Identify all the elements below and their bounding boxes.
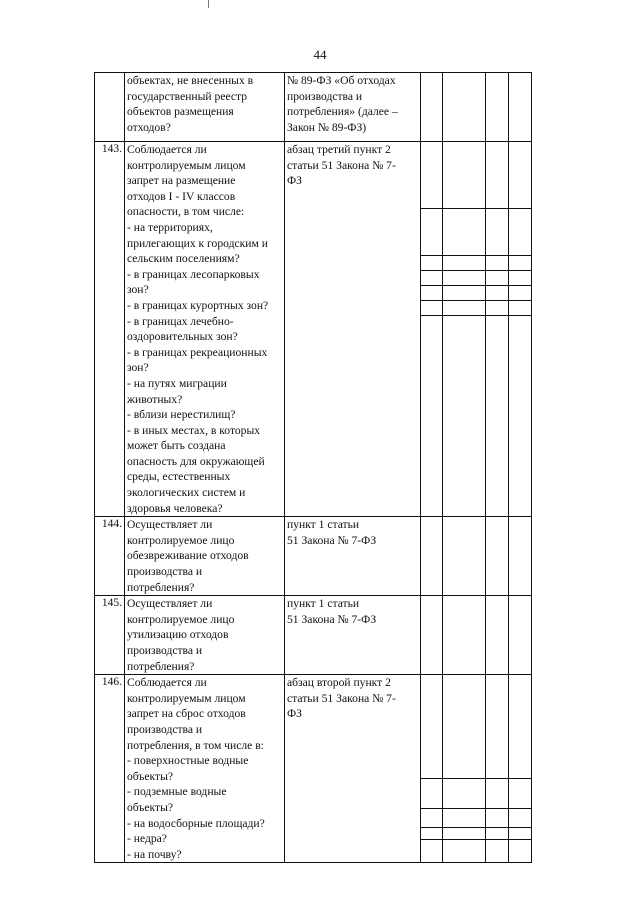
sub-row-divider (421, 315, 442, 316)
answer-cell[interactable] (443, 142, 486, 517)
question-line: может быть создана (127, 439, 226, 453)
reference-cell (285, 73, 421, 142)
question-line: запрет на размещение (127, 174, 236, 188)
sub-row-divider (509, 827, 531, 828)
question-cell (125, 517, 285, 596)
item-number: 143. (95, 142, 125, 517)
question-line: - на водосборные площади? (127, 816, 265, 830)
item-number (95, 73, 125, 142)
answer-cell[interactable] (443, 675, 486, 863)
question-line: - подземные водные (127, 785, 227, 799)
reference-line: Закон № 89-ФЗ) (287, 120, 367, 134)
question-line: контролируемое лицо (127, 533, 235, 547)
sub-row-divider (443, 315, 485, 316)
question-line: производства и (127, 565, 203, 579)
item-number: 144. (95, 517, 125, 596)
answer-cell[interactable] (486, 517, 509, 596)
table-row (95, 142, 532, 517)
sub-row-divider (421, 208, 442, 209)
table-row (95, 675, 532, 863)
question-line: зон? (127, 361, 149, 375)
sub-row-divider (486, 285, 508, 286)
question-line: производства и (127, 644, 203, 657)
sub-row-divider (443, 270, 485, 271)
question-line: - на путях миграции (127, 376, 227, 390)
answer-cell[interactable] (486, 142, 509, 517)
sub-row-divider (443, 300, 485, 301)
sub-row-divider (421, 778, 442, 779)
sub-row-divider (509, 778, 531, 779)
sub-row-divider (509, 808, 531, 809)
question-line: опасности, в том числе: (127, 205, 245, 219)
question-line: - в границах курортных зон? (127, 298, 269, 312)
question-line: объекты? (127, 800, 174, 814)
sub-row-divider (421, 270, 442, 271)
answer-cell[interactable] (443, 517, 486, 596)
question-line: экологических систем и (127, 486, 246, 500)
sub-row-divider (421, 255, 442, 256)
sub-row-divider (421, 285, 442, 286)
question-line: - в границах лечебно- (127, 314, 234, 328)
reference-line: 51 Закона № 7-ФЗ (287, 533, 377, 547)
question-line: оздоровительных зон? (127, 330, 238, 344)
answer-cell[interactable] (509, 596, 532, 675)
sub-row-divider (509, 839, 531, 840)
answer-cell[interactable] (421, 596, 443, 675)
question-line: Осуществляет ли (127, 518, 213, 532)
question-line: контролируемым лицом (127, 158, 246, 172)
question-line: потребления? (127, 659, 195, 673)
question-line: - на территориях, (127, 220, 213, 234)
question-line: прилегающих к городским и (127, 236, 268, 250)
question-line: - в иных местах, в которых (127, 423, 261, 437)
answer-cell[interactable] (486, 596, 509, 675)
reference-cell (285, 596, 421, 675)
reference-line: 51 Закона № 7-ФЗ (287, 612, 377, 626)
question-line: Осуществляет ли (127, 597, 213, 611)
answer-cell[interactable] (509, 675, 532, 863)
question-line: - на почву? (127, 847, 182, 861)
question-cell (125, 675, 285, 863)
table-row (95, 596, 532, 675)
reference-line: производства и (287, 89, 363, 103)
answer-cell[interactable] (486, 675, 509, 863)
sub-row-divider (486, 808, 508, 809)
sub-row-divider (486, 208, 508, 209)
question-line: сельским поселениям? (127, 252, 240, 266)
question-line: животных? (127, 392, 183, 406)
answer-cell[interactable] (509, 142, 532, 517)
question-line: объектов размещения (127, 105, 234, 119)
question-line: отходов? (127, 120, 171, 134)
item-number: 146. (95, 675, 125, 863)
sub-row-divider (486, 315, 508, 316)
answer-cell[interactable] (443, 596, 486, 675)
question-line: Соблюдается ли (127, 143, 207, 156)
question-line: отходов I - IV классов (127, 189, 236, 203)
question-line: контролируемым лицом (127, 691, 246, 705)
answer-cell[interactable] (509, 517, 532, 596)
answer-cell[interactable] (421, 517, 443, 596)
reference-cell (285, 517, 421, 596)
sub-row-divider (443, 778, 485, 779)
question-line: потребления? (127, 580, 195, 594)
reference-line: абзац третий пункт 2 (287, 143, 391, 156)
reference-cell (285, 142, 421, 517)
answer-cell[interactable] (421, 73, 443, 142)
question-line: - недра? (127, 832, 167, 846)
question-line: здоровья человека? (127, 501, 223, 515)
reference-line: статьи 51 Закона № 7- (287, 158, 396, 172)
reference-line: ФЗ (287, 707, 302, 721)
reference-cell (285, 675, 421, 863)
question-cell (125, 596, 285, 675)
question-line: - в границах лесопарковых (127, 267, 260, 281)
question-line: обезвреживание отходов (127, 549, 249, 563)
question-line: - вблизи нерестилищ? (127, 408, 236, 422)
answer-cell[interactable] (509, 73, 532, 142)
sub-row-divider (486, 778, 508, 779)
sub-row-divider (443, 839, 485, 840)
sub-row-divider (443, 255, 485, 256)
question-cell (125, 142, 285, 517)
question-line: - в границах рекреационных (127, 345, 268, 359)
sub-row-divider (509, 255, 531, 256)
question-line: запрет на сброс отходов (127, 707, 246, 721)
answer-cell[interactable] (421, 675, 443, 863)
page-number: 44 (313, 47, 327, 62)
sub-row-divider (509, 285, 531, 286)
reference-line: абзац второй пункт 2 (287, 676, 391, 690)
sub-row-divider (421, 808, 442, 809)
question-line: объекты? (127, 769, 174, 783)
reference-line: № 89-ФЗ «Об отходах (287, 74, 396, 87)
sub-row-divider (486, 300, 508, 301)
sub-row-divider (421, 827, 442, 828)
sub-row-divider (509, 208, 531, 209)
question-line: государственный реестр (127, 89, 248, 103)
sub-row-divider (486, 270, 508, 271)
question-line: объектах, не внесенных в (127, 74, 254, 87)
reference-line: статьи 51 Закона № 7- (287, 691, 396, 705)
sub-row-divider (443, 208, 485, 209)
question-line: - поверхностные водные (127, 754, 249, 768)
sub-row-divider (509, 315, 531, 316)
sub-row-divider (486, 255, 508, 256)
question-cell (125, 73, 285, 142)
answer-cell[interactable] (486, 73, 509, 142)
question-line: производства и (127, 722, 203, 736)
question-line: утилизацию отходов (127, 628, 229, 642)
sub-row-divider (509, 270, 531, 271)
answer-cell[interactable] (443, 73, 486, 142)
reference-line: пункт 1 статьи (287, 597, 360, 611)
sub-row-divider (443, 808, 485, 809)
sub-row-divider (421, 300, 442, 301)
sub-row-divider (443, 827, 485, 828)
reference-line: потребления» (далее – (287, 105, 398, 119)
sub-row-divider (509, 300, 531, 301)
question-line: зон? (127, 283, 149, 297)
question-line: контролируемое лицо (127, 612, 235, 626)
checklist-table (94, 72, 532, 863)
sub-row-divider (421, 839, 442, 840)
sub-row-divider (486, 839, 508, 840)
sub-row-divider (443, 285, 485, 286)
table-row (95, 73, 532, 142)
item-number: 145. (95, 596, 125, 675)
question-line: среды, естественных (127, 470, 231, 484)
reference-line: ФЗ (287, 174, 302, 188)
sub-row-divider (486, 827, 508, 828)
table-row (95, 517, 532, 596)
question-line: потребления, в том числе в: (127, 738, 264, 752)
reference-line: пункт 1 статьи (287, 518, 360, 532)
scan-mark (208, 0, 209, 8)
question-line: Соблюдается ли (127, 676, 207, 690)
answer-cell[interactable] (421, 142, 443, 517)
question-line: опасность для окружающей (127, 454, 265, 468)
